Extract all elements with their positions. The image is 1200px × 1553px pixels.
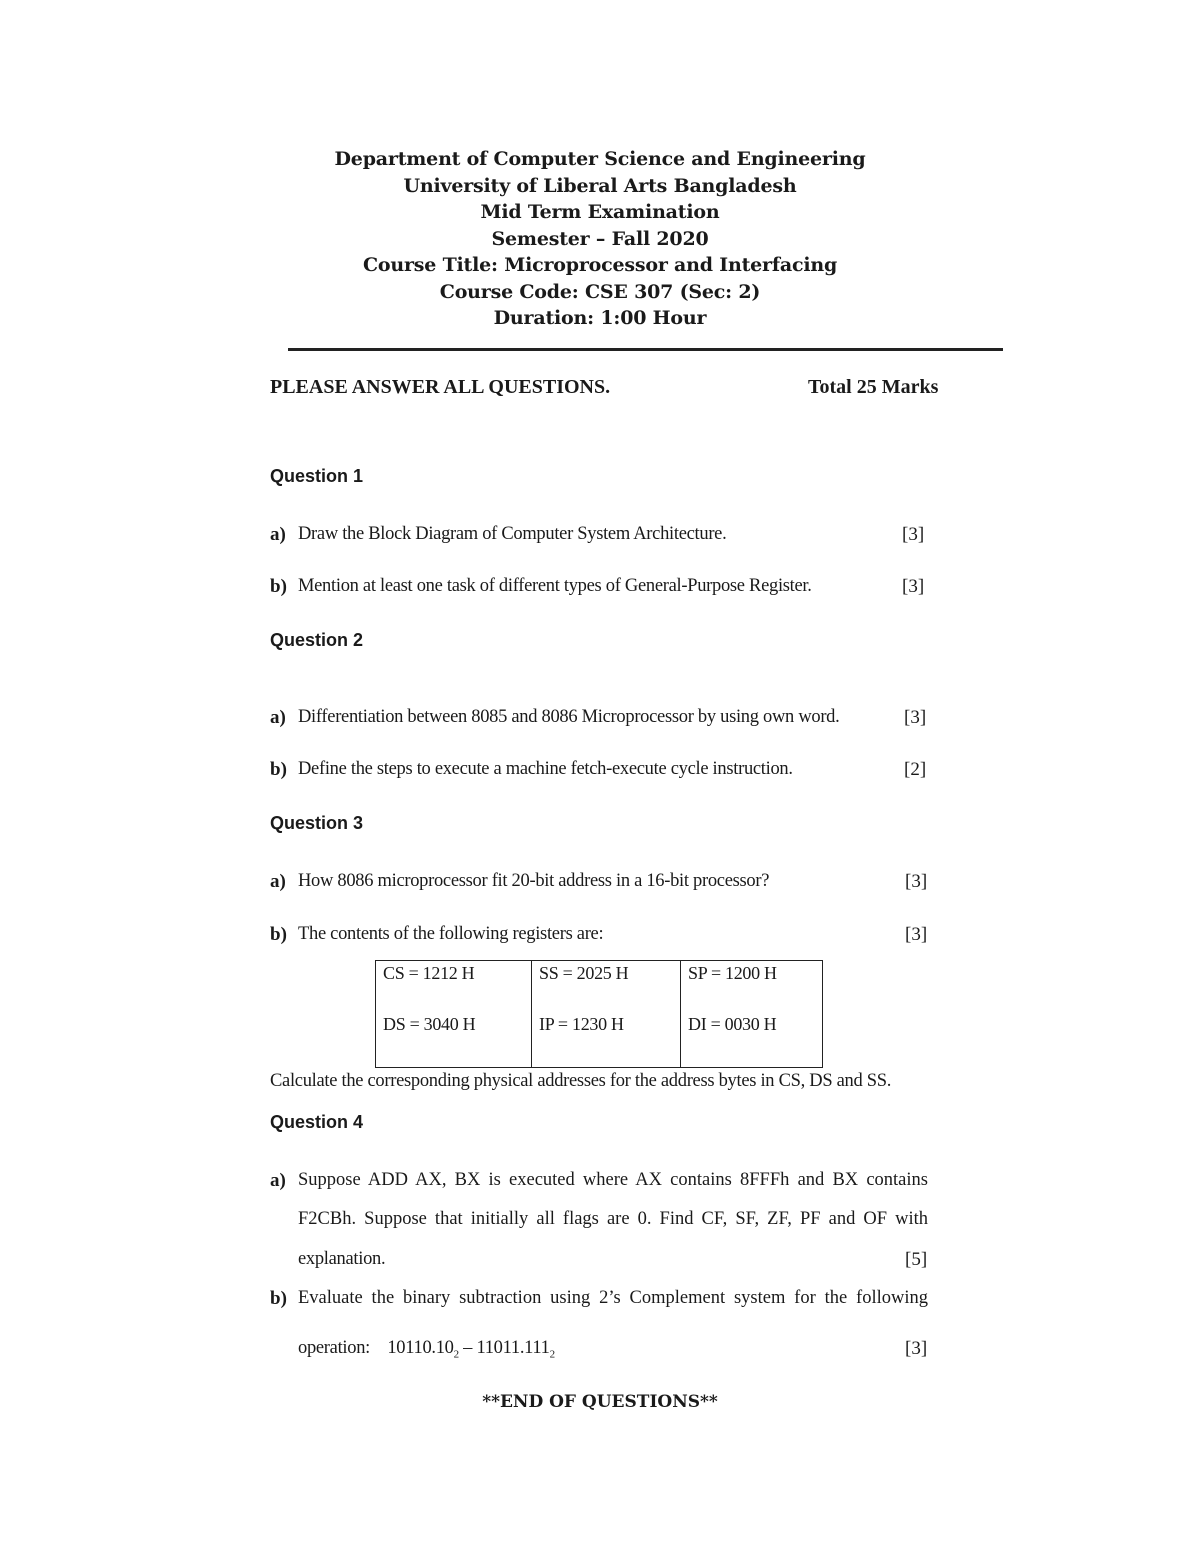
instructions: PLEASE ANSWER ALL QUESTIONS. xyxy=(270,376,611,398)
operation-prefix: operation: xyxy=(298,1338,371,1358)
question-4-title: Question 4 xyxy=(270,1112,364,1132)
register-ss: SS = 2025 H xyxy=(539,963,629,983)
q3b-marks: [3] xyxy=(905,924,928,945)
exam-name: Mid Term Examination xyxy=(480,201,720,223)
q2a-marks: [3] xyxy=(904,707,927,728)
q2b-label: b) xyxy=(270,759,287,780)
operand-1: 10110.10 xyxy=(387,1338,454,1358)
university-name: University of Liberal Arts Bangladesh xyxy=(403,174,797,197)
course-code: Course Code: CSE 307 (Sec: 2) xyxy=(439,280,761,303)
header-divider xyxy=(288,348,1003,351)
q4a-line-2: F2CBh. Suppose that initially all flags are 0. Find CF, SF, ZF, PF and OF with xyxy=(298,1209,928,1229)
q4a-line-3: explanation. xyxy=(298,1249,386,1269)
question-3-title: Question 3 xyxy=(270,813,364,833)
register-di: DI = 0030 H xyxy=(688,1014,777,1034)
q2a-label: a) xyxy=(270,707,286,728)
register-ip: IP = 1230 H xyxy=(539,1014,624,1034)
register-column-1 xyxy=(376,961,531,1067)
q4a-line-1: Suppose ADD AX, BX is executed where AX contains 8FFFh and BX contains xyxy=(298,1170,928,1190)
q1b-marks: [3] xyxy=(902,576,925,597)
register-column-2 xyxy=(531,961,680,1067)
q1b-text: Mention at least one task of different types of General-Purpose Register. xyxy=(298,576,812,596)
register-column-3 xyxy=(680,961,821,1067)
q1a-marks: [3] xyxy=(902,524,925,545)
minus-sign: – xyxy=(463,1338,473,1358)
exam-header xyxy=(0,146,1200,332)
operand-1-base: 2 xyxy=(453,1348,459,1361)
q3b-label: b) xyxy=(270,924,287,945)
question-1-title: Question 1 xyxy=(270,466,364,486)
q4b-operation xyxy=(298,1338,555,1361)
q4b-label: b) xyxy=(270,1288,287,1309)
q1a-text: Draw the Block Diagram of Computer System Architecture. xyxy=(298,524,727,544)
q2b-marks: [2] xyxy=(904,759,927,780)
register-table xyxy=(375,960,823,1068)
q1a-label: a) xyxy=(270,524,286,545)
register-sp: SP = 1200 H xyxy=(688,963,777,983)
question-2-title: Question 2 xyxy=(270,630,364,650)
end-of-questions: **END OF QUESTIONS** xyxy=(482,1392,718,1412)
q3-follow-up: Calculate the corresponding physical addresses for the address bytes in CS, DS and SS. xyxy=(270,1071,892,1091)
operand-2-base: 2 xyxy=(549,1348,555,1361)
q1b-label: b) xyxy=(270,576,287,597)
q3a-label: a) xyxy=(270,871,286,892)
total-marks: Total 25 Marks xyxy=(808,376,939,398)
department-name: Department of Computer Science and Engineering xyxy=(334,148,866,170)
q4a-label: a) xyxy=(270,1170,286,1191)
q4a-marks: [5] xyxy=(905,1249,928,1270)
q3b-text: The contents of the following registers are: xyxy=(298,924,604,944)
semester: Semester – Fall 2020 xyxy=(491,227,709,250)
q2b-text: Define the steps to execute a machine fetch-execute cycle instruction. xyxy=(298,759,793,779)
register-cs: CS = 1212 H xyxy=(383,963,475,983)
q3a-text: How 8086 microprocessor fit 20-bit address in a 16-bit processor? xyxy=(298,871,770,891)
operand-2: 11011.111 xyxy=(476,1338,550,1358)
course-title: Course Title: Microprocessor and Interfacing xyxy=(362,254,838,276)
q3a-marks: [3] xyxy=(905,871,928,892)
q4b-line-1: Evaluate the binary subtraction using 2’s Complement system for the following xyxy=(298,1288,928,1308)
register-ds: DS = 3040 H xyxy=(383,1014,476,1034)
q4b-marks: [3] xyxy=(905,1338,928,1359)
duration: Duration: 1:00 Hour xyxy=(493,307,707,329)
q2a-text: Differentiation between 8085 and 8086 Microprocessor by using own word. xyxy=(298,707,840,727)
